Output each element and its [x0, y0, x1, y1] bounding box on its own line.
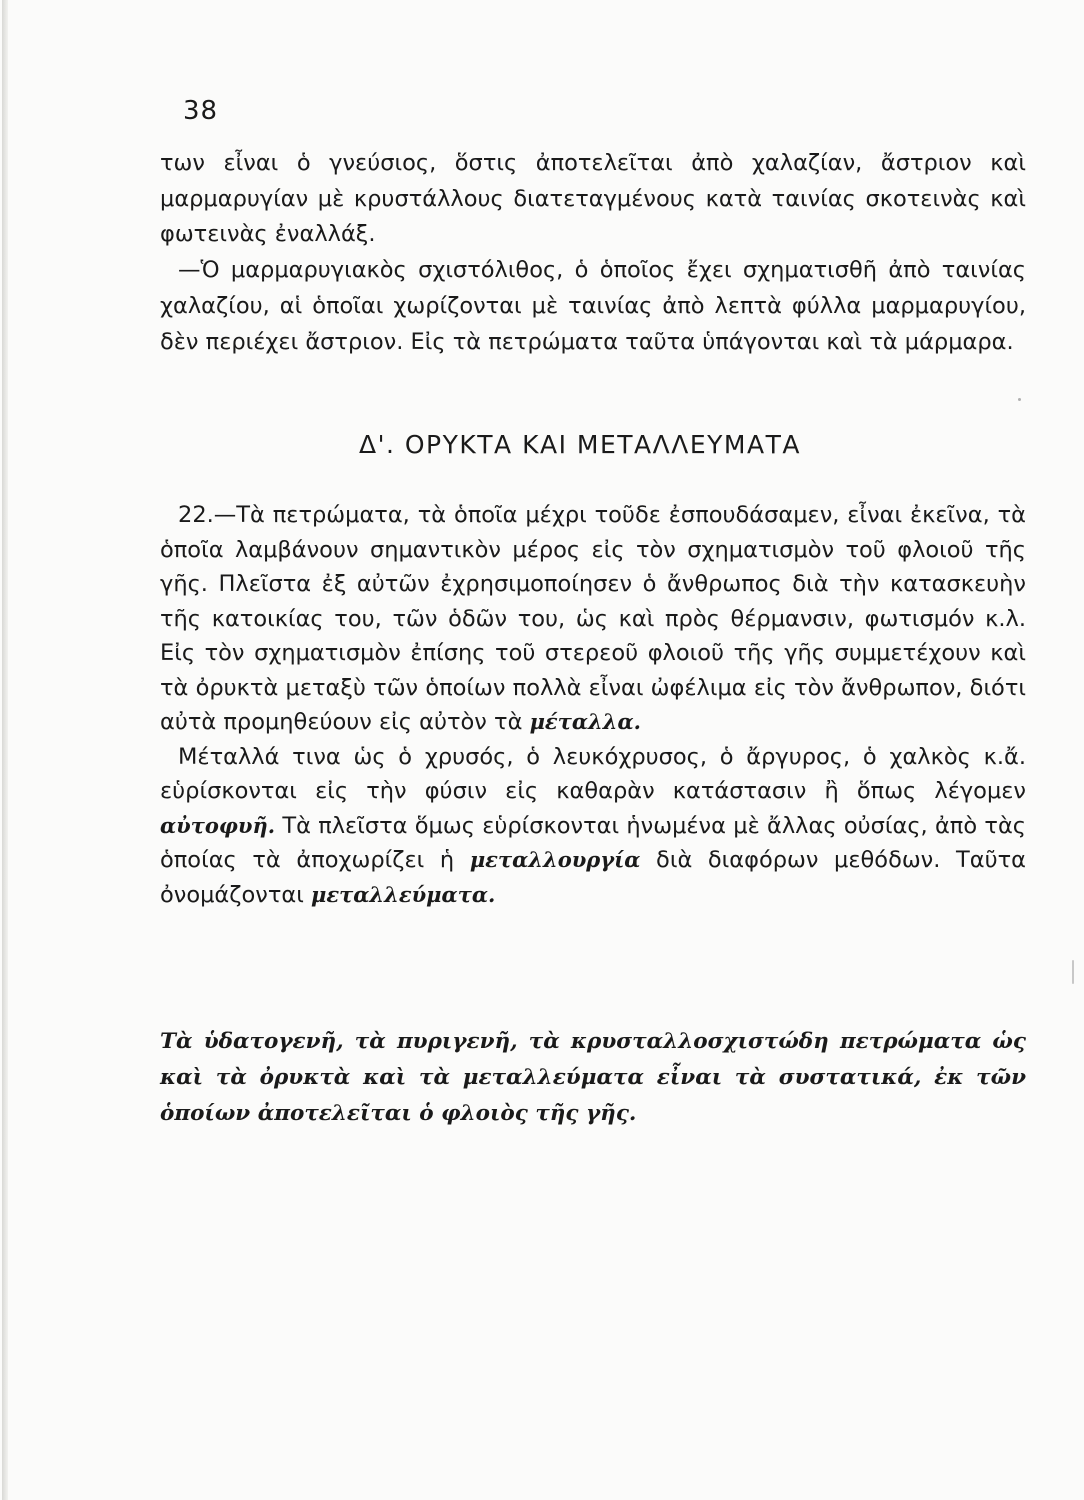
summary-paragraph: Τὰ ὑδατογενῆ, τὰ πυριγενῆ, τὰ κρυσταλλοσχιστώδη πετρώματα ὡς καὶ τὰ ὀρυκτὰ καὶ τὰ μεταλλεύματα εἶναι τὰ συστατικά, ἐκ τῶν ὁποίων ἀποτελεῖται ὁ φλοιὸς τῆς γῆς. — [160, 1029, 1026, 1126]
section-paragraph-1 — [160, 498, 1026, 740]
scan-speck — [1072, 960, 1074, 984]
term-metalla: μέταλλα. — [529, 709, 641, 734]
paragraph-2-text-a: Μέταλλά τινα ὡς ὁ χρυσός, ὁ λευκόχρυσος, ὁ ἄργυρος, ὁ χαλκὸς κ.ἄ. εὑρίσκονται εἰς τὴν φύσιν εἰς καθαρὰν κατάστασιν ἢ ὅπως λέγομεν — [160, 743, 1026, 804]
scan-speck — [1018, 398, 1021, 401]
section-paragraph-2 — [160, 740, 1026, 913]
term-metallourgia: μεταλλουργία — [469, 847, 641, 872]
page-binding-edge — [2, 0, 8, 1500]
intro-paragraph-2: —Ὁ μαρμαρυγιακὸς σχιστόλιθος, ὁ ὁποῖος ἔχει σχηματισθῆ ἀπὸ ταινίας χαλαζίου, αἱ ὁποῖαι χωρίζονται μὲ ταινίας ἀπὸ λεπτὰ φύλλα μαρμαρυγίου, δὲν περιέχει ἄστριον. Εἰς τὰ πετρώματα ταῦτα ὑπάγονται καὶ τὰ μάρμαρα. — [160, 257, 1026, 355]
page-number: 38 — [183, 96, 219, 126]
intro-paragraph-1: των εἶναι ὁ γνεύσιος, ὅστις ἀποτελεῖται ἀπὸ χαλαζίαν, ἄστριον καὶ μαρμαρυγίαν μὲ κρυστάλλους διατεταγμένους κατὰ ταινίας σκοτεινὰς καὶ φωτεινὰς ἐναλλάξ. — [160, 150, 1026, 248]
term-metallevmata: μεταλλεύματα. — [310, 881, 496, 907]
paragraph-1-text: 22.—Τὰ πετρώματα, τὰ ὁποῖα μέχρι τοῦδε ἐσπουδάσαμεν, εἶναι ἐκεῖνα, τὰ ὁποῖα λαμβάνουν σημαντικὸν μέρος εἰς τὸν σχηματισμὸν τοῦ φλοιοῦ τῆς γῆς. Πλεῖστα ἐξ αὐτῶν ἐχρησιμοποίησεν ὁ ἄνθρωπος διὰ τὴν κατασκευὴν τῆς κατοικίας του, τῶν ὁδῶν του, ὡς καὶ πρὸς θέρμανσιν, φωτισμόν κ.λ. Εἰς τὸν σχηματισμὸν ἐπίσης τοῦ στερεοῦ φλοιοῦ τῆς γῆς συμμετέχουν καὶ τὰ ὀρυκτὰ μεταξὺ τῶν ὁποίων πολλὰ εἶναι ὠφέλιμα εἰς τὸν ἄνθρωπον, διότι αὐτὰ προμηθεύουν εἰς αὐτὸν τὰ — [160, 502, 1026, 735]
paragraph-2-text-c: διὰ διαφόρων μεθόδων. Ταῦτα ὀνομάζονται — [160, 847, 1026, 908]
intro-text — [160, 146, 1026, 360]
section-heading: Δ'. ΟΡΥΚΤΑ ΚΑΙ ΜΕΤΑΛΛΕΥΜΑΤΑ — [359, 430, 801, 459]
paragraph-2-text-b: Τὰ πλεῖστα ὅμως εὑρίσκονται ἡνωμένα μὲ ἄλλας οὐσίας, ἀπὸ τὰς ὁποίας τὰ ἀποχωρίζει ἡ — [160, 812, 1026, 873]
term-autofyi: αὐτοφυῆ. — [160, 812, 276, 838]
section-body — [160, 498, 1026, 912]
